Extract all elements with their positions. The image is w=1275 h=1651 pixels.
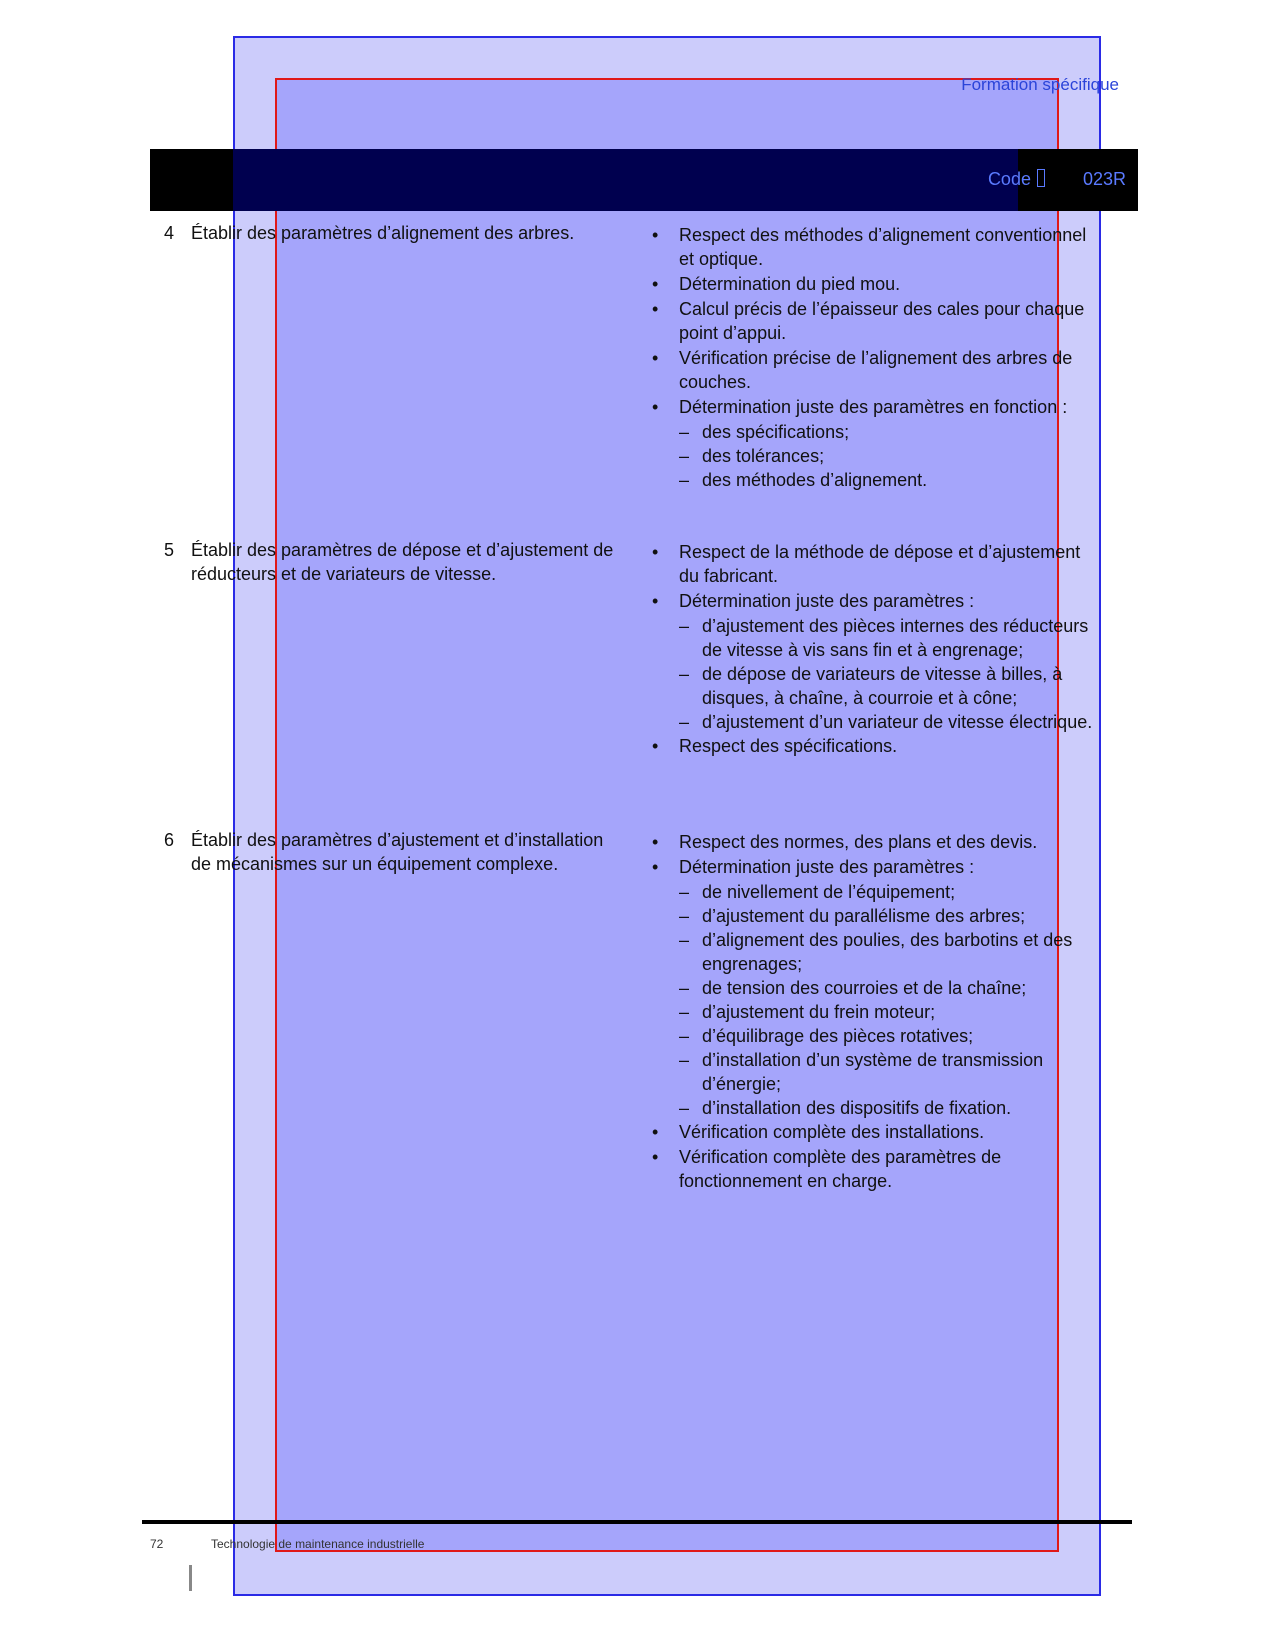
footer-title: Technologie de maintenance industrielle bbox=[211, 1537, 425, 1551]
item-number: 4 bbox=[164, 223, 175, 243]
sub-criterion: – des tolérances; bbox=[679, 446, 825, 466]
sub-criterion: – d’ajustement des pièces internes des réducteurs de vitesse à vis sans fin et à engrenage; bbox=[679, 616, 1089, 660]
sub-criterion: – de nivellement de l’équipement; bbox=[679, 882, 956, 902]
criterion: • Respect de la méthode de dépose et d’ajustement du fabricant. bbox=[652, 540, 1097, 588]
item-text: Établir des paramètres de dépose et d’ajustement de réducteurs et de variateurs de vitesse. bbox=[191, 540, 614, 584]
criterion: • Vérification complète des installations. bbox=[652, 1120, 1097, 1144]
section-title: Formation spécifique bbox=[961, 75, 1119, 94]
header-bar bbox=[150, 149, 1138, 211]
criterion: • Calcul précis de l’épaisseur des cales pour chaque point d’appui. bbox=[652, 297, 1097, 345]
criterion: • Détermination du pied mou. bbox=[652, 272, 1097, 296]
criterion: • Détermination juste des paramètres en fonction : bbox=[652, 395, 1097, 419]
criteria-list bbox=[652, 223, 1097, 492]
item-number: 5 bbox=[164, 540, 175, 560]
item-number: 6 bbox=[164, 830, 175, 850]
criterion: • Détermination juste des paramètres : bbox=[652, 589, 1097, 613]
footer-mark bbox=[189, 1565, 192, 1591]
code-label: Code bbox=[987, 169, 1031, 189]
criterion: • Respect des normes, des plans et des devis. bbox=[652, 830, 1097, 854]
code-block bbox=[988, 169, 1126, 190]
sub-criterion: – de dépose de variateurs de vitesse à billes, à disques, à chaîne, à courroie et à cône; bbox=[679, 664, 1063, 708]
sub-criterion: – des spécifications; bbox=[679, 422, 850, 442]
sub-criterion: – d’alignement des poulies, des barbotins et des engrenages; bbox=[679, 930, 1073, 974]
sub-criterion: – d’installation des dispositifs de fixation. bbox=[679, 1098, 1012, 1118]
criterion: • Vérification précise de l’alignement des arbres de couches. bbox=[652, 346, 1097, 394]
code-value: 023R bbox=[1082, 169, 1126, 189]
criteria-list bbox=[652, 540, 1097, 759]
header-bar-inner bbox=[233, 149, 1018, 211]
page-number: 72 bbox=[150, 1537, 164, 1551]
criterion: • Respect des spécifications. bbox=[652, 734, 1097, 758]
item-text: Établir des paramètres d’ajustement et d’installation de mécanismes sur un équipement complexe. bbox=[191, 830, 604, 874]
sub-criterion: – d’installation d’un système de transmission d’énergie; bbox=[679, 1050, 1044, 1094]
footer-rule bbox=[142, 1520, 1132, 1524]
sub-criterion: – de tension des courroies et de la chaîne; bbox=[679, 978, 1027, 998]
criterion: • Détermination juste des paramètres : bbox=[652, 855, 1097, 879]
sub-criterion: – d’ajustement d’un variateur de vitesse électrique. bbox=[679, 712, 1093, 732]
criterion: • Respect des méthodes d’alignement conventionnel et optique. bbox=[652, 223, 1097, 271]
sub-criterion: – d’équilibrage des pièces rotatives; bbox=[679, 1026, 974, 1046]
sub-criterion: – d’ajustement du frein moteur; bbox=[679, 1002, 936, 1022]
criterion: • Vérification complète des paramètres de fonctionnement en charge. bbox=[652, 1145, 1097, 1193]
sub-criterion: – des méthodes d’alignement. bbox=[679, 470, 928, 490]
item-text: Établir des paramètres d’alignement des arbres. bbox=[191, 223, 575, 243]
sub-criterion: – d’ajustement du parallélisme des arbres; bbox=[679, 906, 1026, 926]
code-separator bbox=[1037, 169, 1045, 187]
criteria-list bbox=[652, 830, 1097, 1194]
